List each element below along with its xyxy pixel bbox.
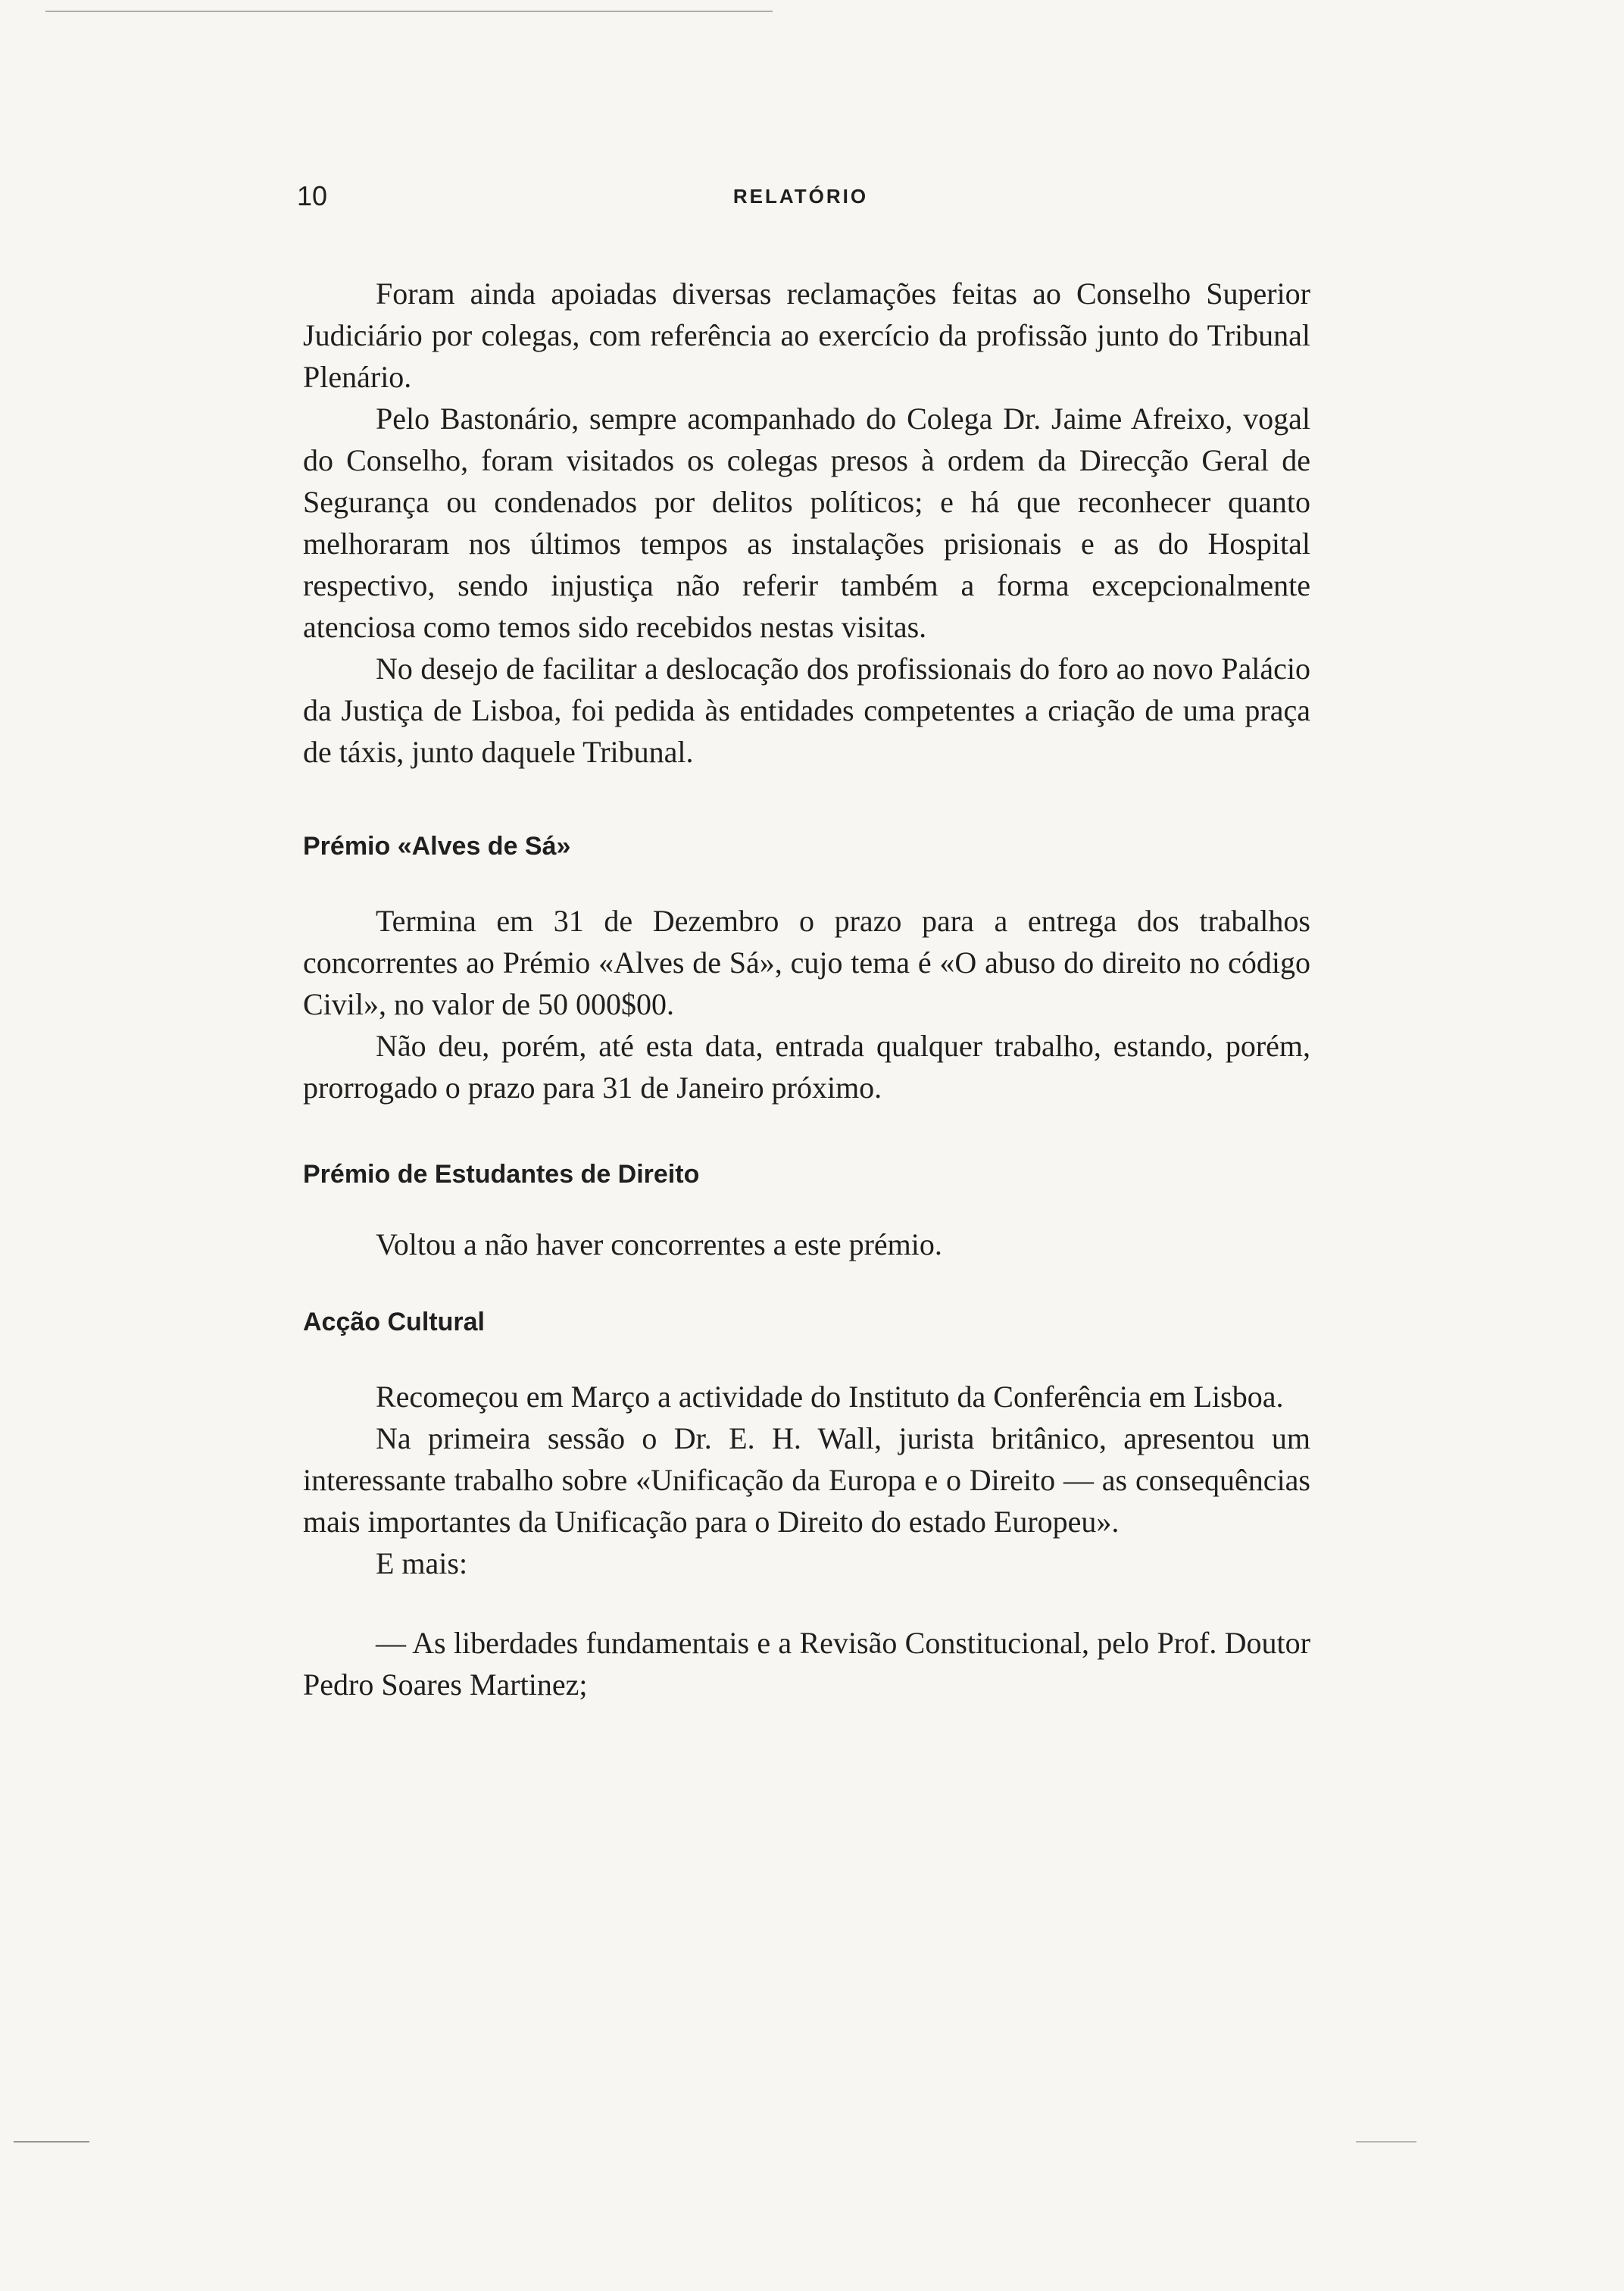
paragraph: Voltou a não haver concorrentes a este prémio. [376,1227,942,1261]
list-item: — As liberdades fundamentais e a Revisão Constitucional, pelo Prof. Doutor Pedro Soares Martinez; [303,1626,1310,1702]
running-head: RELATÓRIO [732,185,869,208]
paragraph: Pelo Bastonário, sempre acompanhado do Colega Dr. Jaime Afreixo, vogal do Conselho, foram visitados os colegas presos à ordem da Direcção Geral de Segurança ou condenados por delitos políticos; e há que reconhecer quanto melhoraram nos últimos tempos as instalações prisionais e as do Hospital respectivo, sendo injustiça não referir também a forma excepcionalmente atenciosa como temos sido recebidos nestas visitas. [303,402,1310,644]
paragraph: E mais: [376,1546,468,1580]
paragraph: Recomeçou em Março a actividade do Instituto da Conferência em Lisboa. [376,1380,1284,1414]
page-header [297,180,1304,226]
scan-edge-top [45,11,773,12]
section-premio-estudantes [303,1155,1310,1265]
section-premio-alves-de-sa [303,827,1310,1108]
section-heading: Prémio «Alves de Sá» [303,832,571,861]
paragraph: Na primeira sessão o Dr. E. H. Wall, jurista britânico, apresentou um interessante trabalho sobre «Unificação da Europa e o Direito — as consequências mais importantes da Unificação para o Direito do estado Europeu». [303,1421,1310,1539]
document-body [303,273,1310,1705]
paragraph: Termina em 31 de Dezembro o prazo para a entrega dos trabalhos concorrentes ao Prémio «Alves de Sá», cujo tema é «O abuso do direito no código Civil», no valor de 50 000$00. [303,904,1310,1021]
scan-edge-bottom-left [14,2141,89,2143]
page-number: 10 [297,180,328,211]
paragraph: Foram ainda apoiadas diversas reclamações feitas ao Conselho Superior Judiciário por colegas, com referência ao exercício da profissão junto do Tribunal Plenário. [303,277,1310,394]
section-heading: Prémio de Estudantes de Direito [303,1160,700,1189]
scan-edge-bottom-right [1356,2141,1416,2143]
section-heading: Acção Cultural [303,1308,485,1336]
section-accao-cultural [303,1303,1310,1705]
paragraph: Não deu, porém, até esta data, entrada qualquer trabalho, estando, porém, prorrogado o prazo para 31 de Janeiro próximo. [303,1029,1310,1105]
paragraph: No desejo de facilitar a deslocação dos profissionais do foro ao novo Palácio da Justiça de Lisboa, foi pedida às entidades competentes a criação de uma praça de táxis, junto daquele Tribunal. [303,652,1310,769]
section-intro [303,273,1310,773]
